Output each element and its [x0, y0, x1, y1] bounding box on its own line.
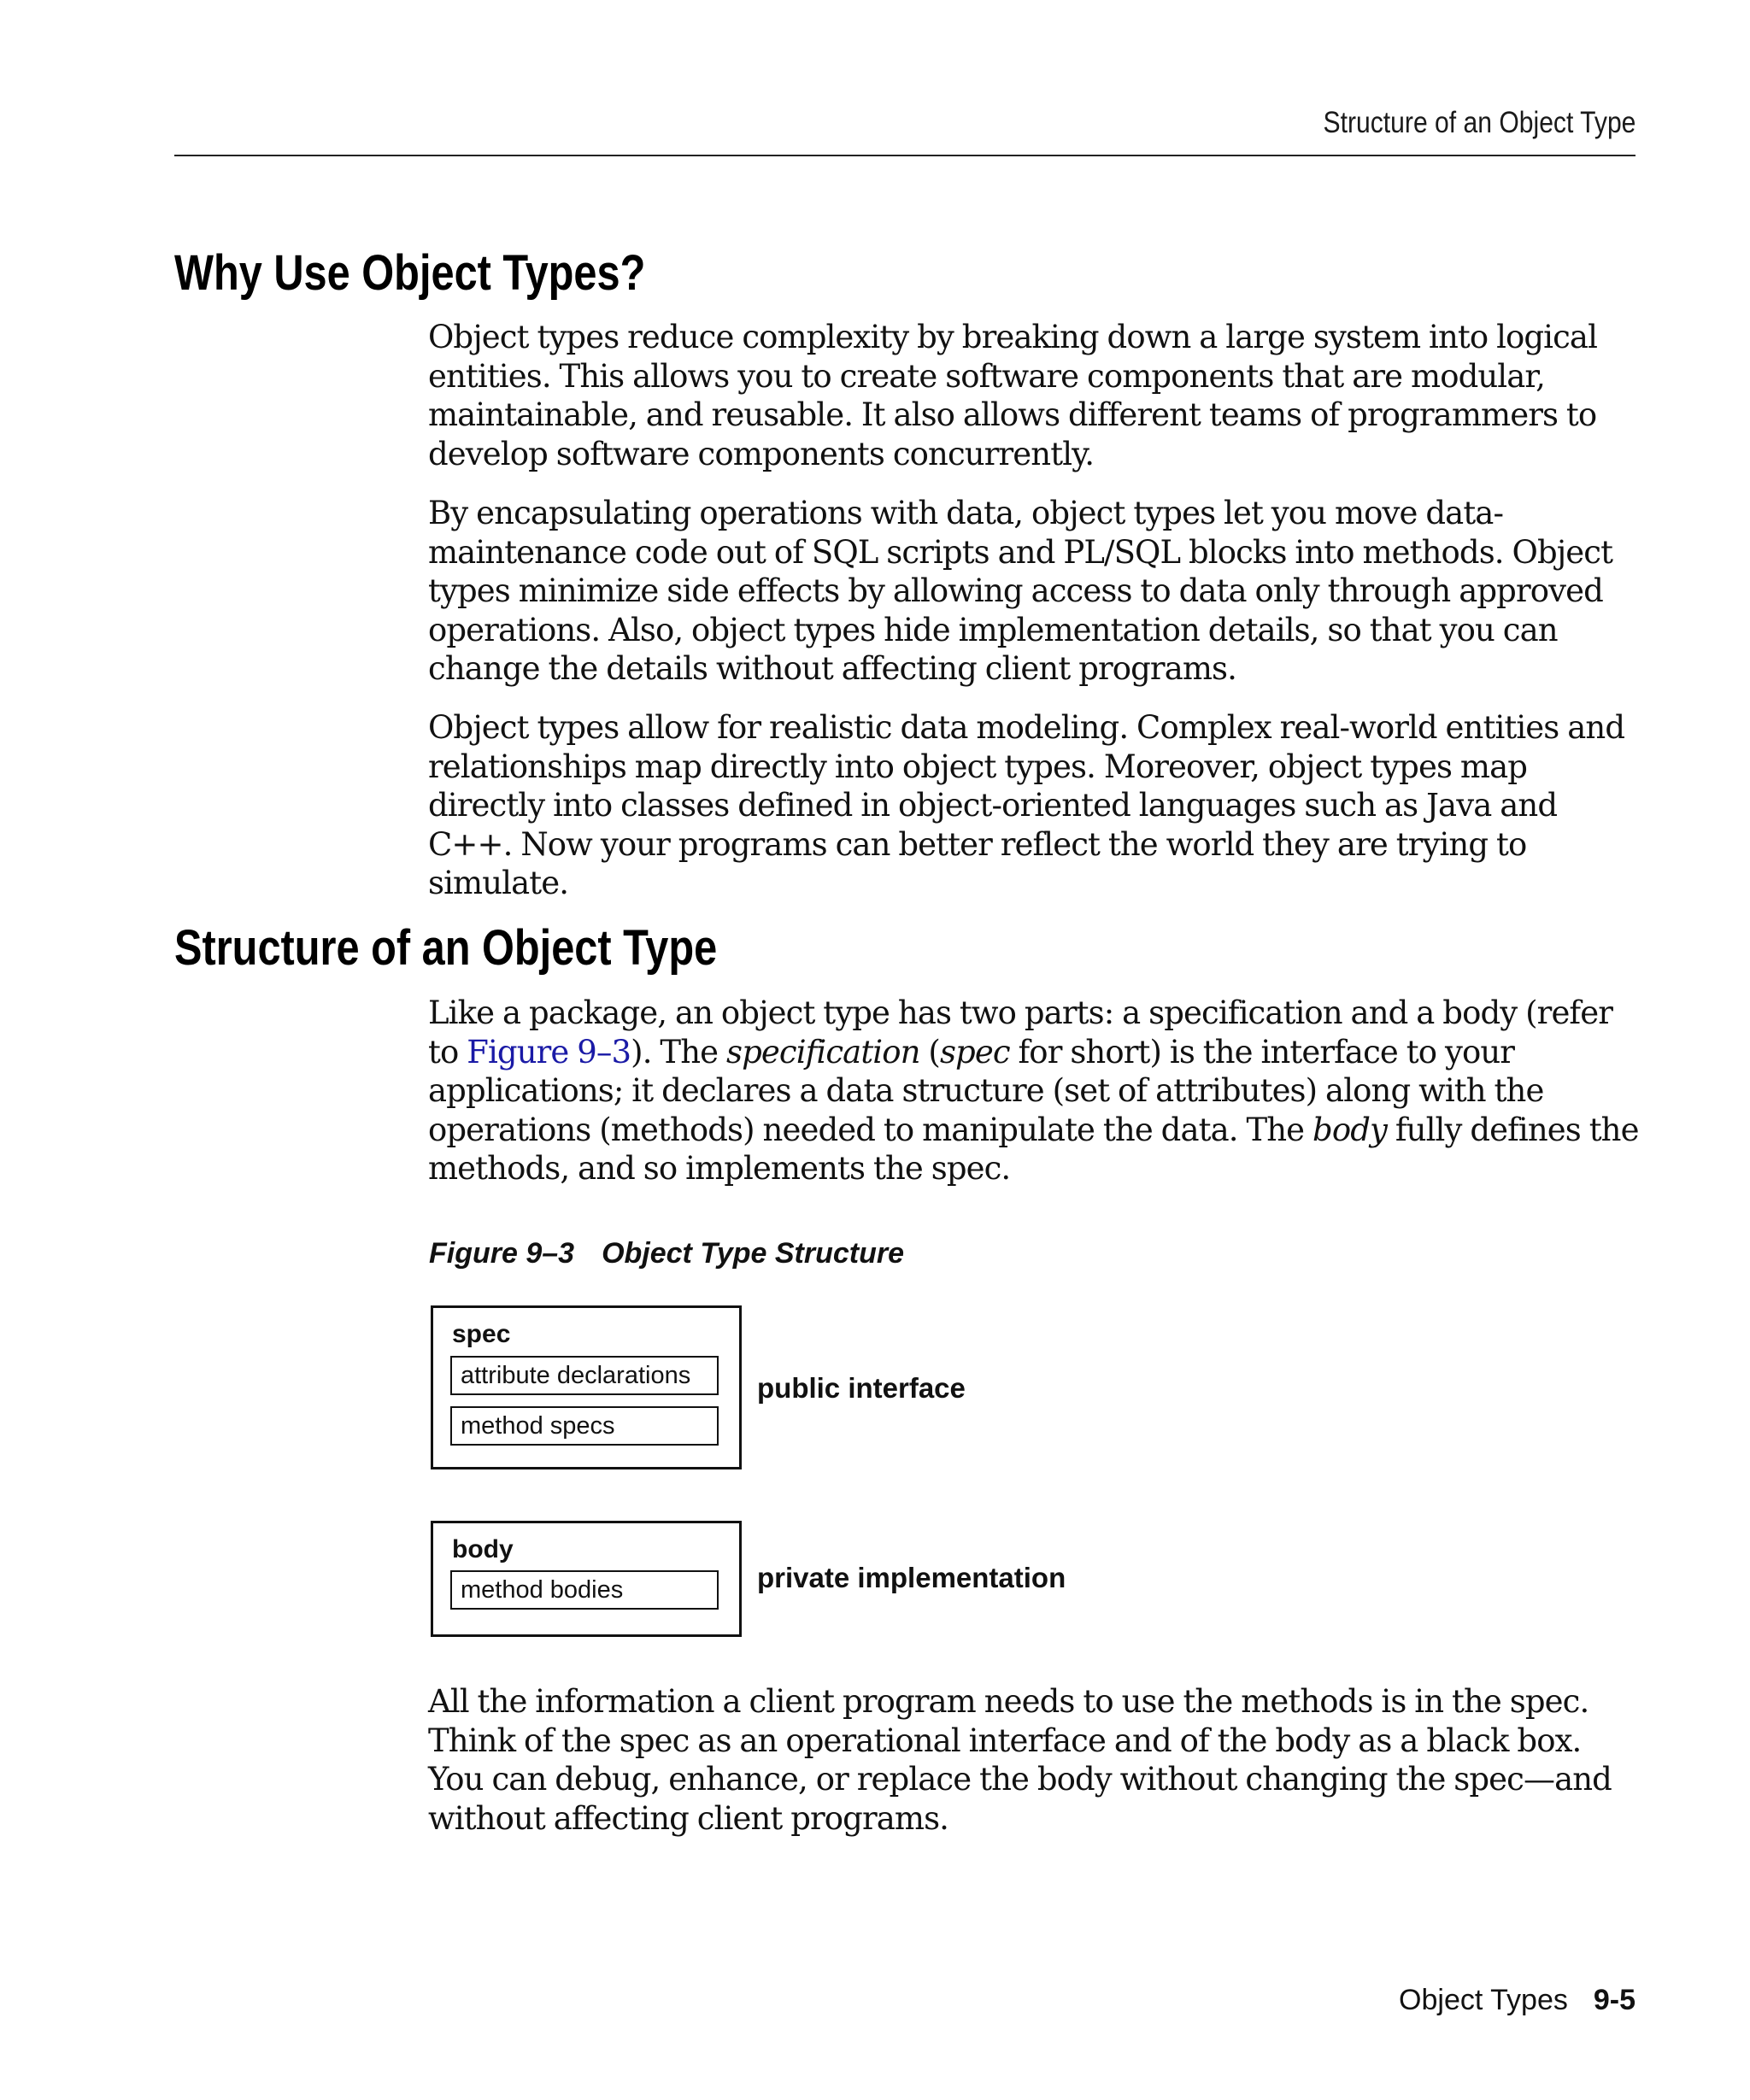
- intro-text: fully defines the methods, and so implements the spec.: [428, 1111, 1639, 1188]
- method-bodies-box: method bodies: [450, 1570, 719, 1610]
- emphasis-spec: spec: [939, 1033, 1010, 1071]
- private-implementation-label: private implementation: [757, 1562, 1066, 1593]
- emphasis-body: body: [1312, 1111, 1387, 1148]
- figure-link[interactable]: Figure 9–3: [467, 1033, 631, 1071]
- emphasis-specification: specification: [726, 1033, 920, 1071]
- running-header: Structure of an Object Type: [1323, 106, 1635, 139]
- paragraph-closing: All the information a client program needs to use the methods is in the spec. Think of the spec as an operational interface and of the body as a black box. You can debug, enhance, or replace the body without changing the spec—and without affecting client programs.: [428, 1683, 1612, 1837]
- page-number: 9-5: [1593, 1984, 1635, 2016]
- body-box: [431, 1521, 742, 1637]
- footer-chapter: Object Types: [1399, 1984, 1568, 2016]
- method-specs-box: method specs: [450, 1406, 719, 1446]
- paragraph: By encapsulating operations with data, object types let you move data-maintenance code out of SQL scripts and PL/SQL blocks into methods. Object types minimize side effects by allowing access to data only through approved operations. Also, object types hide implementation details, so that you can change the details without affecting client programs.: [428, 495, 1613, 688]
- paragraph-intro: [428, 994, 1641, 1188]
- section-heading-why-use-object-types: Why Use Object Types?: [174, 245, 646, 301]
- figure-number: Figure 9–3: [429, 1237, 575, 1270]
- spec-box-title: spec: [452, 1320, 511, 1348]
- intro-text: (: [919, 1033, 940, 1071]
- spec-box: [431, 1305, 742, 1469]
- figure-caption: [429, 1237, 904, 1270]
- section-heading-structure-of-an-object-type: Structure of an Object Type: [174, 920, 718, 976]
- figure-title: Object Type Structure: [602, 1237, 905, 1270]
- body-box-title: body: [452, 1535, 514, 1563]
- paragraph: Object types allow for realistic data modeling. Complex real-world entities and relationships map directly into object types. Moreover, object types map directly into classes defined in object-oriented languages such as Java and C++. Now your programs can better reflect the world they are trying to simulate.: [428, 709, 1625, 902]
- paragraph: Object types reduce complexity by breaking down a large system into logical entities. This allows you to create software components that are modular, maintainable, and reusable. It also allows different teams of programmers to develop software components concurrently.: [428, 319, 1598, 472]
- page-footer: [1399, 1984, 1635, 2017]
- intro-text: for short) is the interface to your applications; it declares a data structure (set of attributes) along with the operations (methods) needed to manipulate the data. The: [428, 1033, 1544, 1148]
- header-rule: [174, 155, 1635, 156]
- intro-text: ). The: [631, 1033, 726, 1071]
- intro-text: Like a package, an object type has two parts: a specification and a body (refer to: [428, 994, 1613, 1071]
- public-interface-label: public interface: [757, 1372, 966, 1404]
- attribute-declarations-box: attribute declarations: [450, 1356, 719, 1395]
